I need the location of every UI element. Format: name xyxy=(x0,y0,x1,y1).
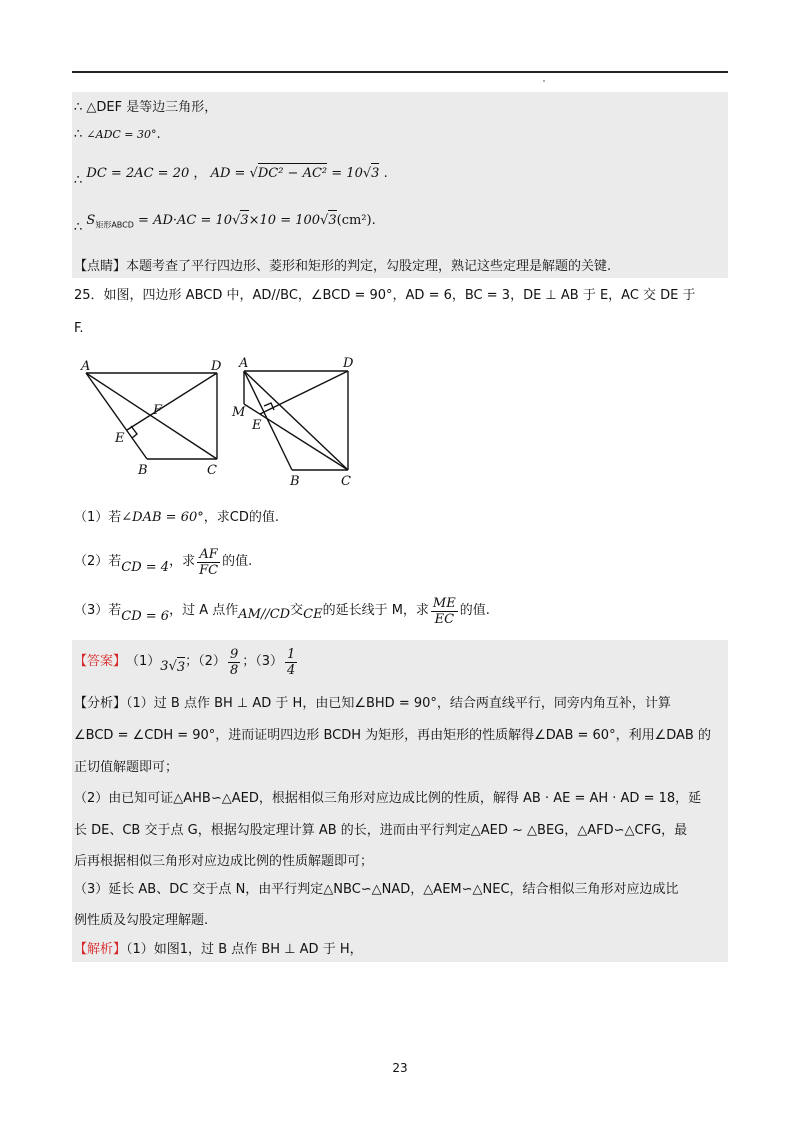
prev-line-2: ∴ ∠ADC = 30°. xyxy=(74,127,161,142)
comment-line: 【点睛】本题考查了平行四边形、菱形和矩形的判定，勾股定理，熟记这些定理是解题的关键. xyxy=(74,259,612,274)
fig1-side-AB xyxy=(86,373,147,459)
figure-2 xyxy=(230,352,360,490)
answer-line: 【答案】 （1） 3 √ 3 ；（2） $\frac{9}{8}$ ；（3） $\frac{1}{4}$ xyxy=(74,646,296,678)
figure-1 xyxy=(74,356,234,480)
analysis-label: 【分析】 xyxy=(74,696,127,711)
problem-line-2: F. xyxy=(74,321,84,336)
analysis-line-5: 长 DE、CB 交于点 G，根据勾股定理计算 AB 的长，进而由平行判定△AED ~ △BEG，△AFD∽△CFG，最 xyxy=(74,823,688,838)
analysis-line-8: 例性质及勾股定理解题. xyxy=(74,913,209,928)
fig1-label-C: C xyxy=(207,463,217,478)
fig1-label-E: E xyxy=(115,431,125,446)
header-dot xyxy=(543,80,545,82)
fig1-label-F: F xyxy=(153,403,163,418)
fig2-label-D: D xyxy=(343,356,354,371)
fig2-segment-MC xyxy=(244,404,348,470)
answer-2-fraction: $\frac{9}{8}$ xyxy=(229,646,239,678)
solution-label: 【解析】 xyxy=(74,942,127,957)
q2-fraction: $\frac{AF}{FC}$ xyxy=(199,546,219,578)
analysis-line-6: 后再根据相似三角形对应边成比例的性质解题即可； xyxy=(74,854,374,869)
question-1: （1）若∠DAB = 60°，求CD的值. xyxy=(74,510,279,525)
prev-line-3: ∴ DC = 2AC = 20 ， AD = √DC² − AC² = 10√3 . xyxy=(74,163,388,183)
analysis-line-4: （2）由已知可证△AHB∽△AED，根据相似三角形对应边成比例的性质，解得 AB · AE = AH · AD = 18，延 xyxy=(74,791,702,806)
fig1-segment-DE xyxy=(127,373,217,430)
question-2: （2）若 CD = 4 ，求 $\frac{AF}{FC}$ 的值. xyxy=(74,546,253,578)
analysis-line-7: （3）延长 AB、DC 交于点 N，由平行判定△NBC∽△NAD，△AEM∽△NEC，结合相似三角形对应边成比 xyxy=(74,882,679,897)
prev-solution-block xyxy=(72,92,728,278)
fig1-label-A: A xyxy=(81,359,91,374)
fig1-label-B: B xyxy=(138,463,148,478)
fig2-label-B: B xyxy=(290,474,300,489)
solution-line-1: 【解析】（1）如图1，过 B 点作 BH ⊥ AD 于 H， xyxy=(74,942,363,957)
answer-3-fraction: $\frac{1}{4}$ xyxy=(287,646,296,678)
answer-label: 【答案】 xyxy=(74,654,127,669)
analysis-line-1: 【分析】（1）过 B 点作 BH ⊥ AD 于 H，由已知∠BHD = 90°，结合两直线平行，同旁内角互补，计算 xyxy=(74,696,671,711)
page-number: 23 xyxy=(392,1061,408,1075)
analysis-line-2: ∠BCD = ∠CDH = 90°，进而证明四边形 BCDH 为矩形，再由矩形的性质解得∠DAB = 60°，利用∠DAB 的 xyxy=(74,728,711,743)
fig1-right-angle-mark xyxy=(131,426,137,438)
comment-label: 【点睛】 xyxy=(74,259,127,274)
analysis-line-3: 正切值解题即可； xyxy=(74,760,179,775)
question-3: （3）若 CD = 6 ，过 A 点作 AM//CD 交 CE 的延长线于 M，求 $\frac{ME}{EC}$ 的值. xyxy=(74,595,490,627)
header-rule xyxy=(72,71,728,73)
fig2-label-M: M xyxy=(232,405,246,420)
fig1-label-D: D xyxy=(211,359,222,374)
problem-line-1: 25．如图，四边形 ABCD 中，AD//BC，∠BCD = 90°，AD = 6，BC = 3，DE ⊥ AB 于 E，AC 交 DE 于 xyxy=(74,288,696,303)
prev-line-4: ∴ $S_{矩形ABCD} = AD\cdot AC = 10√3\times 10 = 100√3(cm^2)$. xyxy=(74,210,376,235)
prev-line-1: ∴ △DEF 是等边三角形， xyxy=(74,100,218,115)
q3-fraction: $\frac{ME}{EC}$ xyxy=(432,595,456,627)
fig2-label-E: E xyxy=(252,418,262,433)
fig2-label-A: A xyxy=(239,356,249,371)
fig2-label-C: C xyxy=(341,474,351,489)
